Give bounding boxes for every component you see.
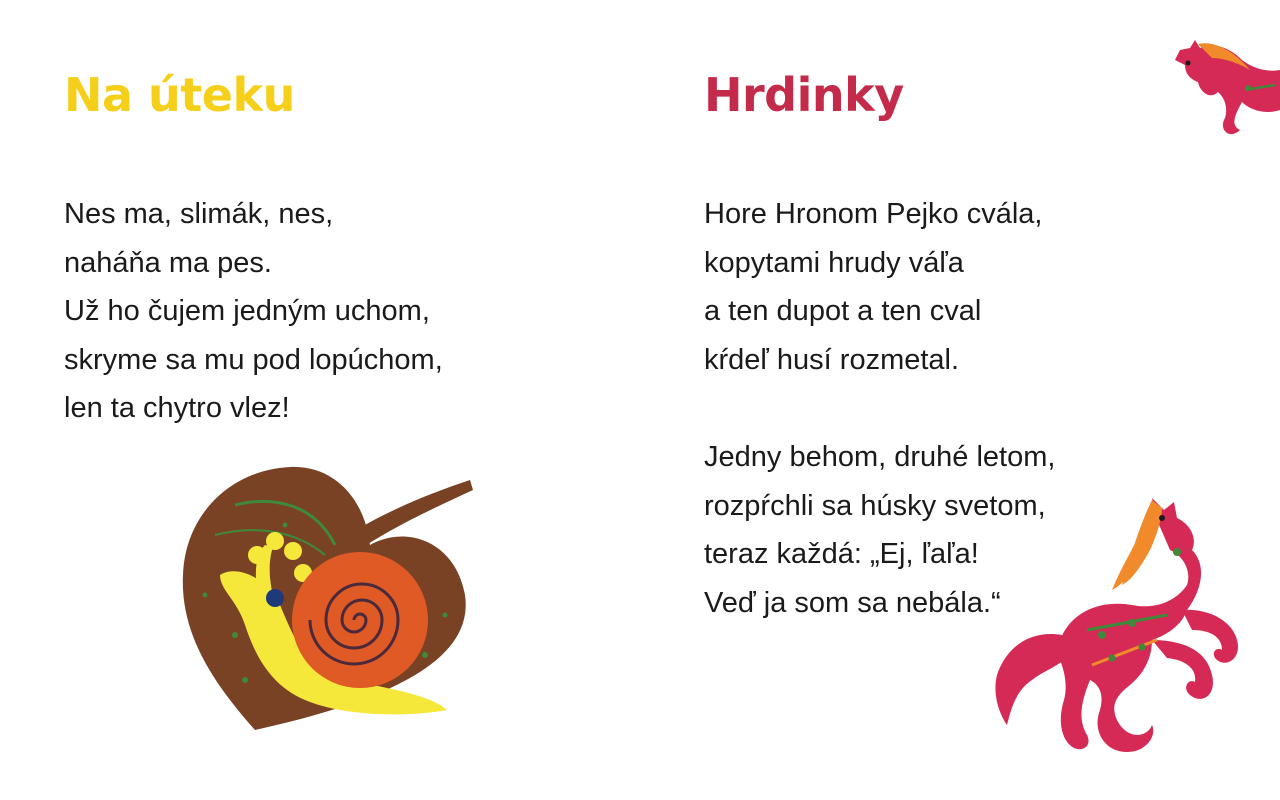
horse-large-illustration [992, 490, 1247, 760]
poem-line: len ta chytro vlez! [64, 392, 290, 424]
poem-line: Už ho čujem jedným uchom, [64, 295, 430, 327]
stanza [64, 190, 443, 433]
poem-line: a ten dupot a ten cval [704, 295, 982, 327]
poem-title-hrdinky: Hrdinky [704, 68, 904, 122]
poem-line: skryme sa mu pod lopúchom, [64, 343, 443, 376]
poem-line: rozpŕchli sa húsky svetom, [704, 489, 1046, 522]
stanza [704, 190, 1055, 384]
poem-line: Veď ja som sa nebála.“ [704, 586, 1001, 619]
poem-title-na-uteku: Na úteku [64, 68, 295, 122]
right-page [640, 0, 1280, 800]
snail-on-leaf-illustration [175, 455, 485, 745]
horse-small-illustration [1170, 30, 1280, 150]
poem-na-uteku [64, 190, 443, 482]
poem-line: Jedny behom, druhé letom, [704, 441, 1056, 473]
poem-line: kopytami hrudy váľa [704, 246, 964, 279]
poem-line: Nes ma, slimák, nes, [64, 198, 334, 230]
poem-line: teraz každá: „Ej, ľaľa! [704, 538, 979, 570]
poem-line: Hore Hronom Pejko cvála, [704, 198, 1043, 230]
poem-line: kŕdeľ husí rozmetal. [704, 343, 960, 376]
poem-line: naháňa ma pes. [64, 246, 272, 279]
